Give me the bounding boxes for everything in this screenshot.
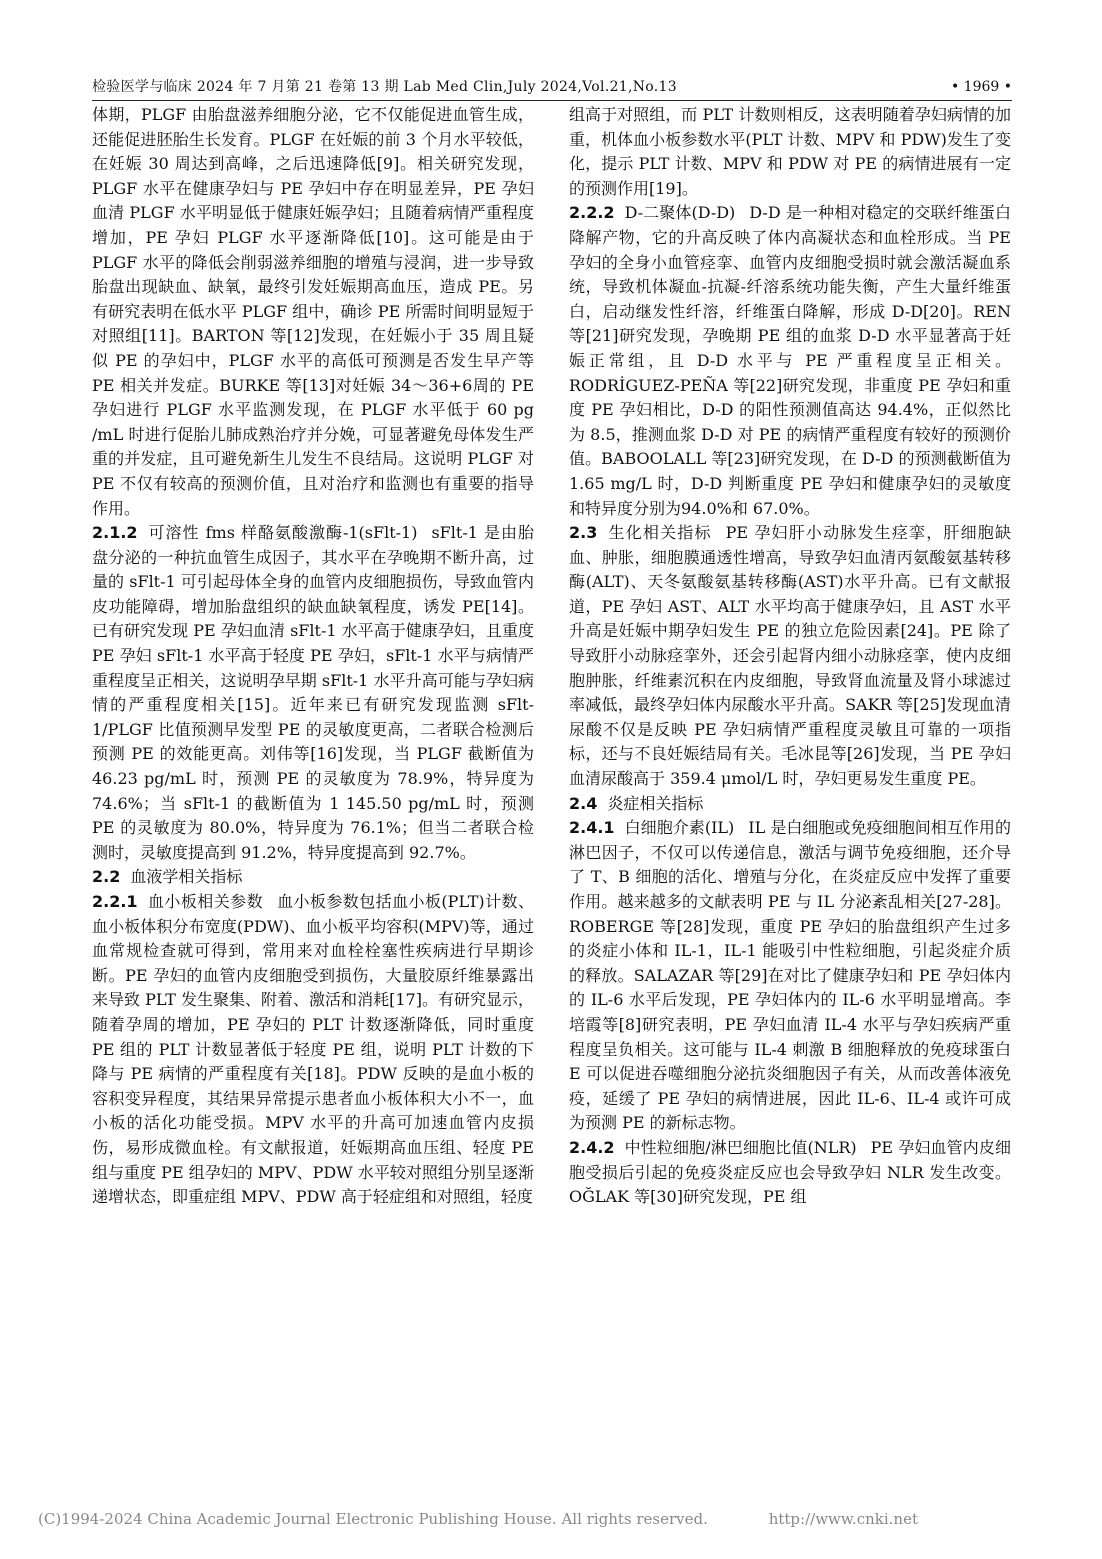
section-body: PE 孕妇肝小动脉发生痉挛，肝细胞缺血、肿胀，细胞膜通透性增高，导致孕妇血清丙氨酸氨基转移酶(ALT)、天冬氨酸氨基转移酶(AST)水平升高。已有文献报道，PE 孕妇 AST、ALT 水平均高于健康孕妇，且 AST 水平升高是妊娠中期孕妇发生 PE 的独立危险因素[24]。PE 除了导致肝小动脉痉挛外，还会引起肾内细小动脉痉挛，使内皮细胞肿胀，纤维素沉积在内皮细胞，导致肾血流量及肾小球滤过率减低，最终孕妇体内尿酸水平升高。SAKR 等[25]发现血清尿酸不仅是反映 PE 孕妇病情严重程度灵敏且可靠的一项指标，还与不良妊娠结局有关。毛冰昆等[26]发现，当 PE 孕妇血清尿酸高于 359.4 μmol/L 时，孕妇更易发生重度 PE。 xyxy=(569,523,1011,789)
section-title: 血小板相关参数 xyxy=(147,892,264,911)
right-column xyxy=(569,103,1011,1473)
section-number: 2.2.2 xyxy=(569,203,615,223)
section-number: 2.2 xyxy=(92,867,121,887)
section-title: 白细胞介素(IL) xyxy=(624,818,735,838)
left-column xyxy=(92,103,534,1473)
copyright-footer xyxy=(38,1510,1068,1528)
section-2-4-heading xyxy=(569,792,1011,817)
section-number: 2.1.2 xyxy=(92,523,138,543)
cnki-link[interactable]: http://www.cnki.net xyxy=(768,1510,918,1528)
section-title: 炎症相关指标 xyxy=(607,793,704,813)
header-rule xyxy=(92,100,1012,101)
section-2-3 xyxy=(569,521,1011,792)
section-title: 生化相关指标 xyxy=(607,523,712,543)
section-body: 血小板参数包括血小板(PLT)计数、血小板体积分布宽度(PDW)、血小板平均容积(MPV)等，通过血常规检查就可得到，常用来对血栓栓塞性疾病进行早期诊断。PE 孕妇的血管内皮细胞受到损伤，大量胶原纤维暴露出来导致 PLT 发生聚集、附着、激活和消耗[17]。有研究显示，随着孕周的增加，PE 孕妇的 PLT 计数逐渐降低，同时重度 PE 组的 PLT 计数显著低于轻度 PE 组，说明 PLT 计数的下降与 PE 病情的严重程度有关[18]。PDW 反映的是血小板的容积变异程度，其结果异常提示患者血小板体积大小不一，血小板的活化功能受损。MPV 水平的升高可加速血管内皮损伤，易形成微血栓。有文献报道，妊娠期高血压组、轻度 PE 组与重度 PE 组孕妇的 MPV、PDW 水平较对照组分别呈逐渐递增状态，即重症组 MPV、PDW 高于轻症组和对照组，轻度 xyxy=(92,892,534,1207)
section-2-4-1 xyxy=(569,816,1011,1136)
section-body: PE 孕妇血管内皮细胞受损后引起的免疫炎症反应也会导致孕妇 NLR 发生改变。OĞLAK 等[30]研究发现，PE 组 xyxy=(569,1137,1011,1207)
section-title: D-二聚体(D-D) xyxy=(624,203,736,223)
section-2-2-1 xyxy=(92,890,534,1210)
section-number: 2.4 xyxy=(569,793,598,813)
journal-citation: 检验医学与临床 2024 年 7 月第 21 卷第 13 期 Lab Med Clin,July 2024,Vol.21,No.13 xyxy=(92,79,677,95)
section-number: 2.4.2 xyxy=(569,1137,615,1157)
section-2-2-heading xyxy=(92,865,534,890)
section-number: 2.4.1 xyxy=(569,818,615,838)
paragraph-continued: 组高于对照组，而 PLT 计数则相反，这表明随着孕妇病情的加重，机体血小板参数水平(PLT 计数、MPV 和 PDW)发生了变化，提示 PLT 计数、MPV 和 PDW 对 PE 的病情进展有一定的预测作用[19]。 xyxy=(569,105,1011,198)
section-2-4-2 xyxy=(569,1136,1011,1210)
section-body: sFlt-1 是由胎盘分泌的一种抗血管生成因子，其水平在孕晚期不断升高，过量的 sFlt-1 可引起母体全身的血管内皮细胞损伤，导致血管内皮功能障碍，增加胎盘组织的缺血缺氧程度，诱发 PE[14]。已有研究发现 PE 孕妇血清 sFlt-1 水平高于健康孕妇，且重度 PE 孕妇 sFlt-1 水平高于轻度 PE 孕妇，sFlt-1 水平与病情严重程度呈正相关，这说明孕早期 sFlt-1 水平升高可能与孕妇病情的严重程度相关[15]。近年来已有研究发现监测 sFlt-1/PLGF 比值预测早发型 PE 的灵敏度更高，二者联合检测后预测 PE 的效能更高。刘伟等[16]发现，当 PLGF 截断值为 46.23 pg/mL 时，预测 PE 的灵敏度为 78.9%，特异度为 74.6%；当 sFlt-1 的截断值为 1 145.50 pg/mL 时，预测 PE 的灵敏度为 80.0%，特异度为 76.1%；但当二者联合检测时，灵敏度提高到 91.2%，特异度提高到 92.7%。 xyxy=(92,523,534,862)
section-title: 血液学相关指标 xyxy=(130,867,243,887)
paragraph-plgf: 体期，PLGF 由胎盘滋养细胞分泌，它不仅能促进血管生成，还能促进胚胎生长发育。PLGF 在妊娠的前 3 个月水平较低，在妊娠 30 周达到高峰，之后迅速降低[9]。相关研究发现，PLGF 水平在健康孕妇与 PE 孕妇中存在明显差异，PE 孕妇血清 PLGF 水平明显低于健康妊娠孕妇；且随着病情严重程度增加，PE 孕妇 PLGF 水平逐渐降低[10]。这可能是由于 PLGF 水平的降低会削弱滋养细胞的增殖与浸润，进一步导致胎盘出现缺血、缺氧，最终引发妊娠期高血压，造成 PE。另有研究表明在低水平 PLGF 组中，确诊 PE 所需时间明显短于对照组[11]。BARTON 等[12]发现，在妊娠小于 35 周且疑似 PE 的孕妇中，PLGF 水平的高低可预测是否发生早产等 PE 相关并发症。BURKE 等[13]对妊娠 34～36+6周的 PE 孕妇进行 PLGF 水平监测发现，在 PLGF 水平低于 60 pg /mL 时进行促胎儿肺成熟治疗并分娩，可显著避免母体发生严重的并发症，且可避免新生儿发生不良结局。这说明 PLGF 对 PE 不仅有较高的预测价值，且对治疗和监测也有重要的指导作用。 xyxy=(92,105,534,518)
section-number: 2.2.1 xyxy=(92,892,138,911)
section-body: IL 是白细胞或免疫细胞间相互作用的淋巴因子，不仅可以传递信息，激活与调节免疫细胞，还介导了 T、B 细胞的活化、增殖与分化，在炎症反应中发挥了重要作用。越来越多的文献表明 PE 与 IL 分泌紊乱相关[27-28]。ROBERGE 等[28]发现，重度 PE 孕妇的胎盘组织产生过多的炎症小体和 IL-1，IL-1 能吸引中性粒细胞，引起炎症介质的释放。SALAZAR 等[29]在对比了健康孕妇和 PE 孕妇体内的 IL-6 水平后发现，PE 孕妇体内的 IL-6 水平明显增高。李培霞等[8]研究表明，PE 孕妇血清 IL-4 水平与孕妇疾病严重程度呈负相关。这可能与 IL-4 刺激 B 细胞释放的免疫球蛋白 E 可以促进吞噬细胞分泌抗炎细胞因子有关，从而改善体液免疫，延缓了 PE 孕妇的病情进展，因此 IL-6、IL-4 或许可成为预测 PE 的新标志物。 xyxy=(569,818,1011,1133)
section-title: 可溶性 fms 样酪氨酸激酶-1(sFlt-1) xyxy=(147,523,418,543)
section-2-1-2 xyxy=(92,521,534,865)
section-body: D-D 是一种相对稳定的交联纤维蛋白降解产物，它的升高反映了体内高凝状态和血栓形成。当 PE 孕妇的全身小血管痉挛、血管内皮细胞受损时就会激活凝血系统，导致机体凝血-抗凝-纤溶系统功能失衡，产生大量纤维蛋白，启动继发性纤溶，纤维蛋白降解，形成 D-D[20]。REN 等[21]研究发现，孕晚期 PE 组的血浆 D-D 水平显著高于妊娠正常组，且 D-D 水平与 PE 严重程度呈正相关。RODRİGUEZ-PEÑA 等[22]研究发现，非重度 PE 孕妇和重度 PE 孕妇相比，D-D 的阳性预测值高达 94.4%，正似然比为 8.5，推测血浆 D-D 对 PE 的病情严重程度有较好的预测价值。BABOOLALL 等[23]研究发现，在 D-D 的预测截断值为 1.65 mg/L 时，D-D 判断重度 PE 孕妇和健康孕妇的灵敏度和特异度分别为94.0%和 67.0%。 xyxy=(569,203,1011,518)
section-2-2-2 xyxy=(569,201,1011,521)
section-title: 中性粒细胞/淋巴细胞比值(NLR) xyxy=(624,1137,857,1157)
page-number: • 1969 • xyxy=(950,79,1012,95)
section-number: 2.3 xyxy=(569,523,598,543)
running-header xyxy=(92,76,1012,98)
copyright-text: (C)1994-2024 China Academic Journal Electronic Publishing House. All rights reserved. xyxy=(38,1510,708,1528)
